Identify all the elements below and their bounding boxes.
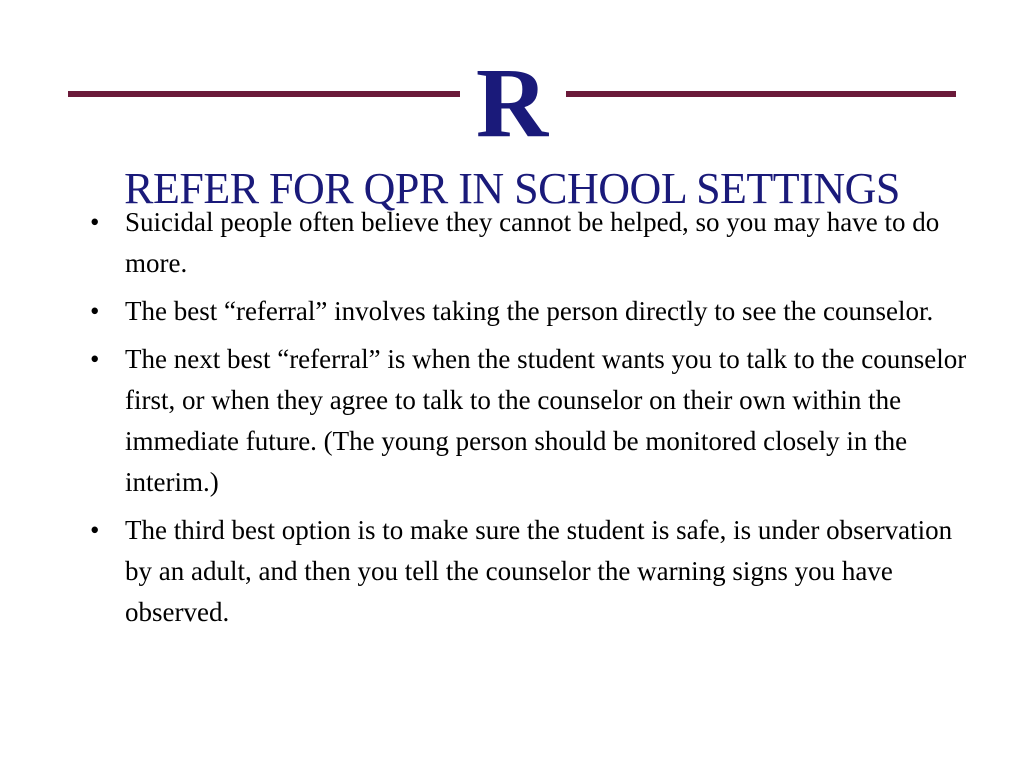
bullet-item <box>88 291 978 332</box>
bullet-text: The third best option is to make sure the student is safe, is under observation by an adult, and then you tell the counselor the warning signs you have observed. <box>125 515 953 627</box>
slide-title: REFER FOR QPR IN SCHOOL SETTINGS <box>124 164 900 213</box>
bullet-text: The best “referral” involves taking the person directly to see the counselor. <box>125 296 934 326</box>
bullet-icon: • <box>90 207 100 237</box>
bullet-item <box>88 202 978 284</box>
bullet-text: The next best “referral” is when the student wants you to talk to the counselor first, or when they agree to talk to the counselor on their own within the immediate future. (The young person should be monitored closely in the interim.) <box>125 344 967 497</box>
bullet-item <box>88 339 978 503</box>
section-letter: R <box>475 47 549 158</box>
bullet-icon: • <box>90 344 100 374</box>
bullet-icon: • <box>90 296 100 326</box>
bullet-item <box>88 510 978 633</box>
bullet-text: Suicidal people often believe they cannot be helped, so you may have to do more. <box>125 207 940 278</box>
bullet-icon: • <box>90 515 100 545</box>
bullet-list <box>88 202 978 640</box>
